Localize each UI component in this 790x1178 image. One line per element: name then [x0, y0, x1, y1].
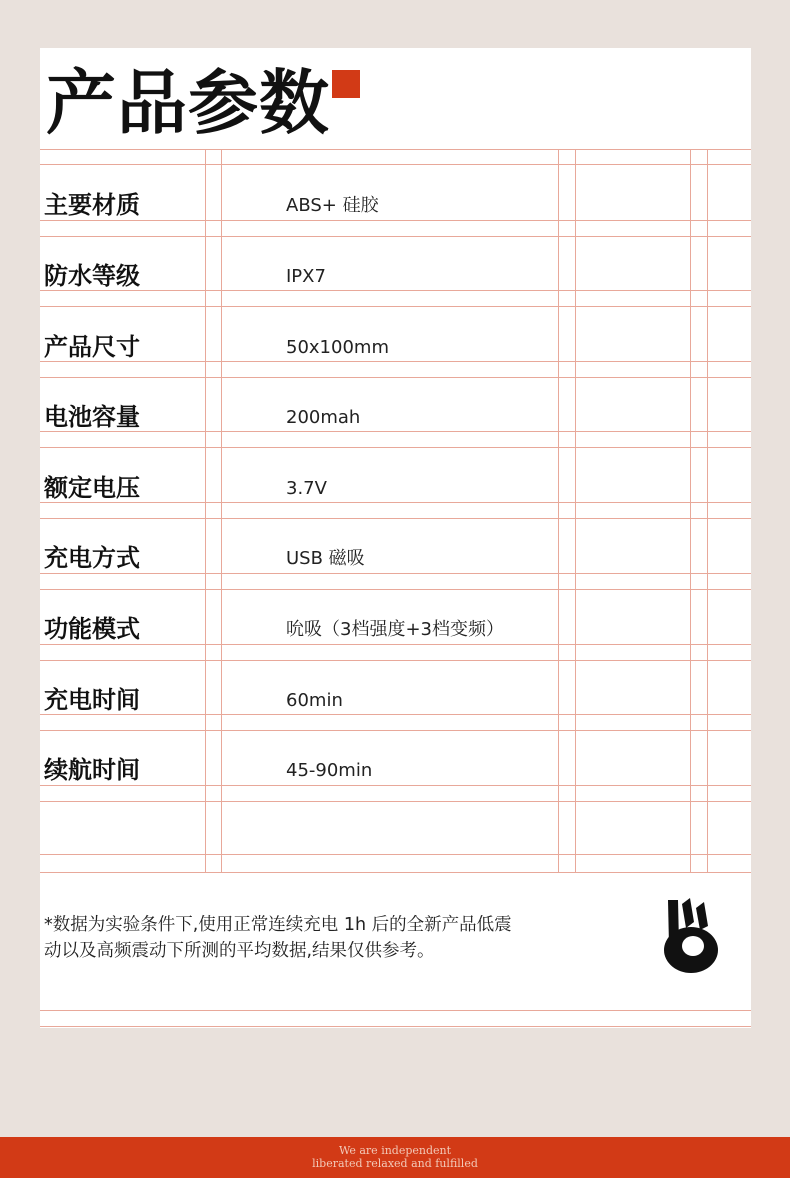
grid-hline: [40, 854, 751, 855]
spec-label-material: 主要材质: [44, 191, 140, 219]
grid-hline: [40, 377, 751, 378]
disclaimer-line-2: 动以及高频震动下所测的平均数据,结果仅供参考。: [44, 941, 435, 961]
grid-hline: [40, 660, 751, 661]
grid-vline: [690, 149, 691, 872]
hand-ok-logo-icon: [660, 894, 720, 980]
grid-vline: [707, 149, 708, 872]
grid-hline: [40, 872, 751, 873]
grid-hline: [40, 589, 751, 590]
spec-value-material: ABS+ 硅胶: [286, 195, 379, 216]
page-title: 产品参数: [46, 62, 330, 144]
spec-value-size: 50x100mm: [286, 337, 389, 358]
grid-hline: [40, 306, 751, 307]
spec-label-runtime: 续航时间: [44, 756, 140, 784]
spec-label-charging-method: 充电方式: [44, 544, 140, 572]
spec-label-size: 产品尺寸: [44, 333, 140, 361]
grid-hline: [40, 730, 751, 731]
spec-label-voltage: 额定电压: [44, 474, 140, 502]
footer-line-2: liberated relaxed and fulfilled: [312, 1157, 478, 1170]
spec-value-charging-method: USB 磁吸: [286, 548, 365, 569]
footer-line-1: We are independent: [338, 1144, 452, 1157]
spec-label-waterproof: 防水等级: [44, 262, 140, 290]
grid-vline: [575, 149, 576, 872]
grid-hline: [40, 149, 751, 150]
grid-vline: [205, 149, 206, 872]
grid-hline: [40, 518, 751, 519]
grid-hline: [40, 447, 751, 448]
disclaimer-note: [44, 912, 604, 964]
grid-hline: [40, 431, 751, 432]
grid-hline: [40, 290, 751, 291]
spec-value-runtime: 45-90min: [286, 760, 373, 781]
grid-hline: [40, 361, 751, 362]
grid-hline: [40, 714, 751, 715]
grid-vline: [221, 149, 222, 872]
spec-label-charging-time: 充电时间: [44, 686, 140, 714]
spec-value-function-mode: 吮吸（3档强度+3档变频）: [286, 619, 504, 640]
spec-label-function-mode: 功能模式: [44, 615, 140, 643]
title-accent-square: [332, 70, 360, 98]
spec-card: [40, 48, 751, 1028]
grid-hline: [40, 502, 751, 503]
footer-banner: [0, 1137, 790, 1178]
grid-hline: [40, 220, 751, 221]
grid-hline: [40, 785, 751, 786]
grid-hline: [40, 1026, 751, 1027]
grid-hline: [40, 236, 751, 237]
grid-hline: [40, 1010, 751, 1011]
spec-label-battery: 电池容量: [44, 403, 140, 431]
grid-vline: [558, 149, 559, 872]
disclaimer-line-1: *数据为实验条件下,使用正常连续充电 1h 后的全新产品低震: [44, 915, 512, 935]
grid-hline: [40, 801, 751, 802]
spec-value-waterproof: IPX7: [286, 266, 326, 287]
spec-value-battery: 200mah: [286, 407, 361, 428]
spec-value-voltage: 3.7V: [286, 478, 327, 499]
spec-value-charging-time: 60min: [286, 690, 343, 711]
grid-hline: [40, 164, 751, 165]
grid-hline: [40, 644, 751, 645]
grid-hline: [40, 573, 751, 574]
